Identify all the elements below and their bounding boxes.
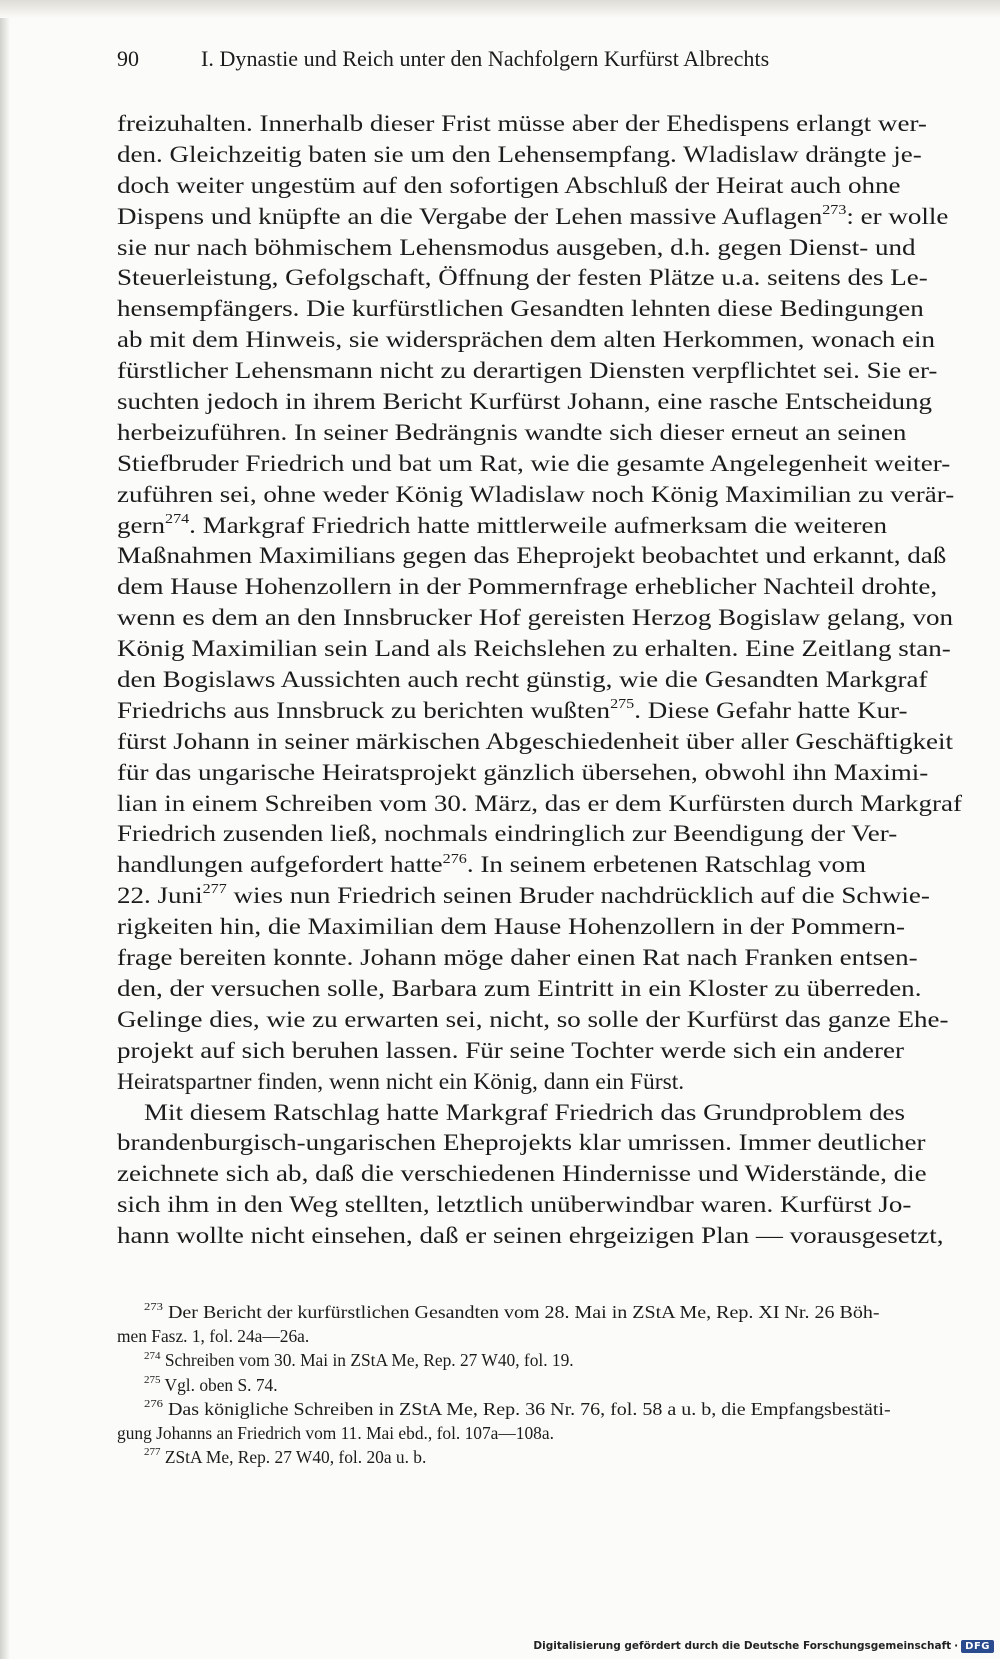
text-line: fürstlicher Lehensmann nicht zu derartigen Diensten verpflichtet sei. Sie er- bbox=[117, 358, 938, 385]
footnote-ref: 276 bbox=[442, 851, 467, 867]
footnote-ref: 275 bbox=[610, 697, 635, 713]
text-line: projekt auf sich beruhen lassen. Für seine Tochter werde sich ein anderer bbox=[117, 1037, 905, 1064]
footnote-line: $^{274}$ Schreiben vom 30. Mai in ZStA Me, Rep. 27 W40, fol. 19. bbox=[144, 1349, 574, 1371]
text-line: sie nur nach böhmischem Lehensmodus ausgeben, d.h. gegen Dienst- und bbox=[117, 234, 916, 261]
text-line: hensempfängers. Die kurfürstlichen Gesandten lehnten diese Bedingungen bbox=[117, 296, 924, 323]
credit-text: Digitalisierung gefördert durch die Deutsche Forschungsgemeinschaft bbox=[533, 1640, 952, 1652]
footnote-ref: 277 bbox=[144, 1446, 161, 1459]
text-line: Heiratspartner finden, wenn nicht ein König, dann ein Fürst. bbox=[117, 1068, 685, 1095]
text-line: ab mit dem Hinweis, sie widersprächen dem alten Herkommen, wonach ein bbox=[117, 327, 936, 354]
text-line: Stiefbruder Friedrich und bat um Rat, wie die gesamte Angelegenheit weiter- bbox=[117, 450, 951, 477]
footnote-ref: 275 bbox=[144, 1373, 161, 1386]
footnote-line: $^{273}$ Der Bericht der kurfürstlichen Gesandten vom 28. Mai in ZStA Me, Rep. XI Nr. 26 Böh- bbox=[144, 1301, 880, 1322]
footnote-line: men Fasz. 1, fol. 24a—26a. bbox=[117, 1326, 310, 1347]
text-line: den Bogislaws Aussichten auch recht günstig, wie die Gesandten Markgraf bbox=[117, 667, 928, 694]
running-title: I. Dynastie und Reich unter den Nachfolgern Kurfürst Albrechts bbox=[201, 46, 770, 71]
scan-edge-shadow bbox=[0, 0, 10, 1659]
footnote-line: $^{277}$ ZStA Me, Rep. 27 W40, fol. 20a u. b. bbox=[144, 1446, 427, 1468]
footnote-line: $^{276}$ Das königliche Schreiben in ZStA Me, Rep. 36 Nr. 76, fol. 58 a u. b, die Empfangsbestäti- bbox=[144, 1397, 891, 1419]
body-text bbox=[117, 109, 970, 1252]
text-line: Mit diesem Ratschlag hatte Markgraf Friedrich das Grundproblem des bbox=[144, 1099, 906, 1126]
footnote-ref: 277 bbox=[202, 882, 227, 898]
text-line: doch weiter ungestüm auf den sofortigen Abschluß der Heirat auch ohne bbox=[117, 172, 901, 199]
text-line: Maßnahmen Maximilians gegen das Eheprojekt beobachtet und erkannt, daß bbox=[117, 543, 947, 570]
text-line: suchten jedoch in ihrem Bericht Kurfürst Johann, eine rasche Entscheidung bbox=[117, 389, 933, 416]
text-line: herbeizuführen. In seiner Bedrängnis wandte sich dieser erneut an seinen bbox=[117, 419, 907, 446]
text-line: freizuhalten. Innerhalb dieser Frist müsse aber der Ehedispens erlangt wer- bbox=[117, 111, 927, 137]
dfg-logo: DFG bbox=[961, 1640, 994, 1653]
text-line: 22. Juni$^{277}$ wies nun Friedrich seinen Bruder nachdrücklich auf die Schwie- bbox=[117, 882, 930, 910]
text-line: Friedrich zusenden ließ, nochmals eindringlich zur Beendigung der Ver- bbox=[117, 821, 898, 848]
text-line: hann wollte nicht einsehen, daß er seinen ehrgeizigen Plan — vorausgesetzt, bbox=[117, 1223, 944, 1250]
text-line: Friedrichs aus Innsbruck zu berichten wußten$^{275}$. Diese Gefahr hatte Kur- bbox=[117, 697, 908, 724]
digitization-credit: Digitalisierung gefördert durch die Deutsche Forschungsgemeinschaft · DFG bbox=[533, 1637, 994, 1655]
footnote-ref: 274 bbox=[144, 1349, 161, 1362]
text-line: Dispens und knüpfte an die Vergabe der Lehen massive Auflagen$^{273}$: er wolle bbox=[117, 202, 949, 230]
text-line: sich ihm in den Weg stellten, letztlich unüberwindbar waren. Kurfürst Jo- bbox=[117, 1192, 912, 1219]
text-line: brandenburgisch-ungarischen Eheprojekts klar umrissen. Immer deutlicher bbox=[117, 1130, 926, 1157]
text-line: gern$^{274}$. Markgraf Friedrich hatte mittlerweile aufmerksam die weiteren bbox=[117, 511, 888, 539]
footnote-line: $^{275}$ Vgl. oben S. 74. bbox=[144, 1373, 278, 1395]
footnotes bbox=[117, 1300, 970, 1469]
text-line: frage bereiten konnte. Johann möge daher einen Rat nach Franken entsen- bbox=[117, 945, 918, 972]
page-number: 90 bbox=[117, 46, 139, 71]
text-line: zuführen sei, ohne weder König Wladislaw noch König Maximilian zu verär- bbox=[117, 481, 955, 508]
text-line: Steuerleistung, Gefolgschaft, Öffnung der festen Plätze u.a. seitens des Le- bbox=[117, 265, 928, 292]
footnote-ref: 274 bbox=[165, 511, 190, 527]
footnote-line: gung Johanns an Friedrich vom 11. Mai ebd., fol. 107a—108a. bbox=[117, 1422, 554, 1443]
text-line: Gelinge dies, wie zu erwarten sei, nicht, so solle der Kurfürst das ganze Ehe- bbox=[117, 1006, 949, 1033]
text-line: den. Gleichzeitig baten sie um den Lehensempfang. Wladislaw drängte je- bbox=[117, 141, 922, 168]
footnote-ref: 276 bbox=[144, 1397, 163, 1410]
text-line: rigkeiten hin, die Maximilian dem Hause Hohenzollern in der Pommern- bbox=[117, 914, 906, 941]
text-line: fürst Johann in seiner märkischen Abgeschiedenheit über aller Geschäftigkeit bbox=[117, 728, 953, 755]
footnote-ref: 273 bbox=[144, 1301, 163, 1314]
text-line: für das ungarische Heiratsprojekt gänzlich übersehen, obwohl ihn Maximi- bbox=[117, 759, 929, 786]
text-line: wenn es dem an den Innsbrucker Hof gereisten Herzog Bogislaw gelang, von bbox=[117, 605, 954, 632]
footnote-ref: 273 bbox=[822, 202, 847, 218]
text-line: den, der versuchen solle, Barbara zum Eintritt in ein Kloster zu überreden. bbox=[117, 975, 922, 1002]
text-line: zeichnete sich ab, daß die verschiedenen Hindernisse und Widerstände, die bbox=[117, 1161, 927, 1188]
scan-top-shadow bbox=[0, 0, 1000, 18]
text-line: lian in einem Schreiben vom 30. März, das er dem Kurfürsten durch Markgraf bbox=[117, 790, 962, 817]
text-line: König Maximilian sein Land als Reichslehen zu erhalten. Eine Zeitlang stan- bbox=[117, 636, 951, 663]
text-line: handlungen aufgefordert hatte$^{276}$. In seinem erbetenen Ratschlag vom bbox=[117, 851, 867, 879]
text-line: dem Hause Hohenzollern in der Pommernfrage erheblicher Nachteil drohte, bbox=[117, 574, 938, 601]
running-header bbox=[117, 46, 882, 76]
